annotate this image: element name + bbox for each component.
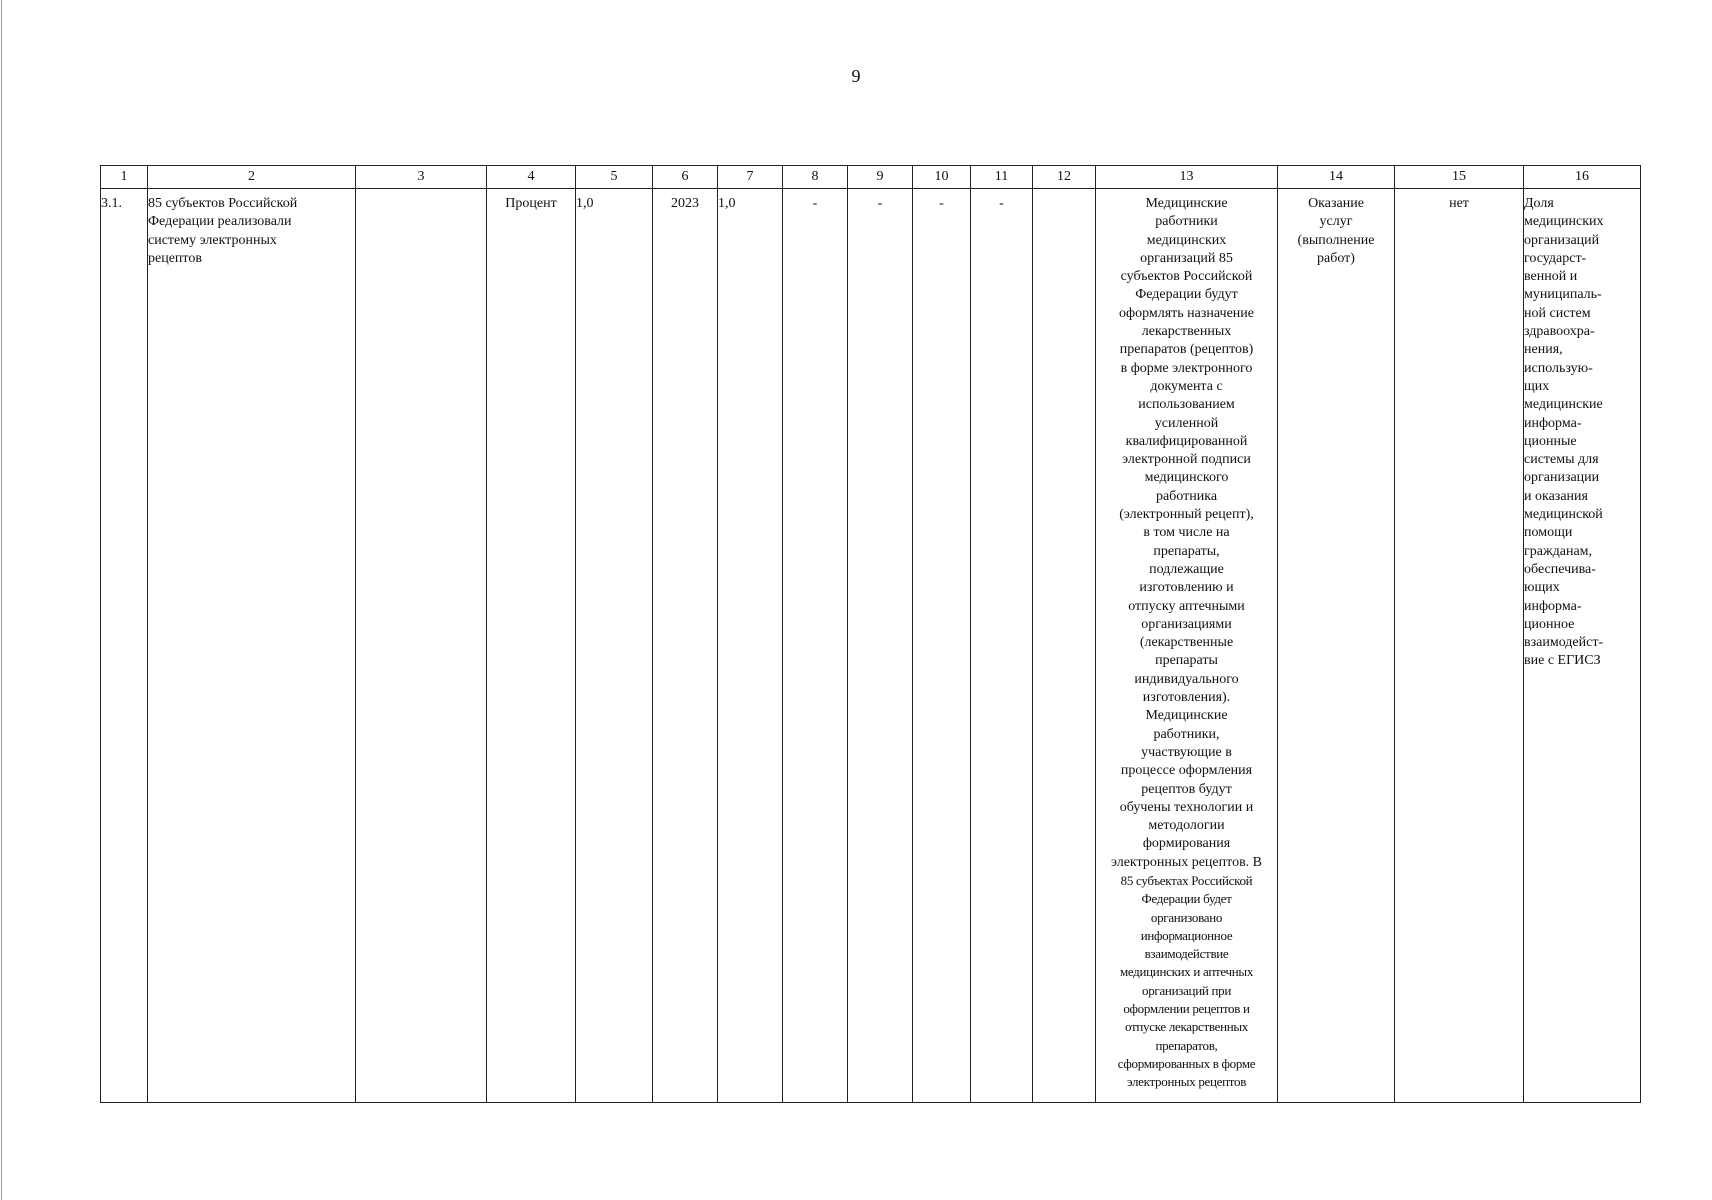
header-cell: 16	[1524, 166, 1641, 189]
result-type-cell: Оказание услуг (выполнение работ)	[1278, 189, 1395, 1103]
unit-cell: Процент	[487, 189, 576, 1103]
flag-cell: нет	[1395, 189, 1524, 1103]
dash-cell: -	[971, 189, 1033, 1103]
header-cell: 15	[1395, 166, 1524, 189]
row-number-cell	[101, 189, 148, 1103]
header-cell: 13	[1096, 166, 1278, 189]
header-cell: 3	[356, 166, 487, 189]
header-cell: 9	[848, 166, 913, 189]
indicator-cell: Доля медицинских организаций государст- венной и муниципаль- ной систем здравоохра- нения, использую- щих медицинские информа- ционные системы для организации и оказания медицинской помощи гражданам, обеспечива- ющих информа- ционное взаимодейст- вие с ЕГИСЗ	[1524, 189, 1641, 1103]
header-cell: 11	[971, 166, 1033, 189]
page-number: 9	[851, 66, 861, 86]
dash-cell: -	[848, 189, 913, 1103]
header-cell: 1	[101, 166, 148, 189]
empty-cell	[1033, 189, 1096, 1103]
header-cell: 12	[1033, 166, 1096, 189]
description-text-continued: 85 субъектах Российской Федерации будет организовано информационное взаимодействие медицинских и аптечных организаций при оформлении рецептов и отпуске лекарственных препаратов, сформированных в форме электронных рецептов	[1117, 872, 1256, 1090]
header-cell: 6	[653, 166, 718, 189]
row-number: 3.1.	[101, 196, 122, 211]
dash-cell: -	[913, 189, 971, 1103]
header-cell: 10	[913, 166, 971, 189]
table-row	[101, 189, 1641, 1103]
header-cell: 14	[1278, 166, 1395, 189]
result-name-cell: 85 субъектов Российской Федерации реализовали систему электронных рецептов	[148, 189, 356, 1103]
description-cell	[1096, 189, 1278, 1103]
base-year-cell: 2023	[653, 189, 718, 1103]
base-value-cell: 1,0	[576, 189, 653, 1103]
header-cell: 5	[576, 166, 653, 189]
document-table	[100, 165, 1641, 1103]
header-row	[101, 166, 1641, 189]
scan-edge-line	[1, 0, 2, 1200]
header-cell: 7	[718, 166, 783, 189]
description-text: Медицинские работники медицинских организаций 85 субъектов Российской Федерации будут оформлять назначение лекарственных препаратов (рецептов) в форме электронного документа с использованием усиленной квалифицированной электронной подписи медицинского работника (электронный рецепт), в том числе на препараты, подлежащие изготовлению и отпуску аптечными организациями (лекарственные препараты индивидуального изготовления). Медицинские работники, участвующие в процессе оформления рецептов будут обучены технологии и методологии формирования электронных рецептов. В	[1110, 196, 1263, 870]
header-cell: 8	[783, 166, 848, 189]
dash-cell: -	[783, 189, 848, 1103]
header-cell: 4	[487, 166, 576, 189]
period-value-cell: 1,0	[718, 189, 783, 1103]
header-cell: 2	[148, 166, 356, 189]
empty-cell	[356, 189, 487, 1103]
